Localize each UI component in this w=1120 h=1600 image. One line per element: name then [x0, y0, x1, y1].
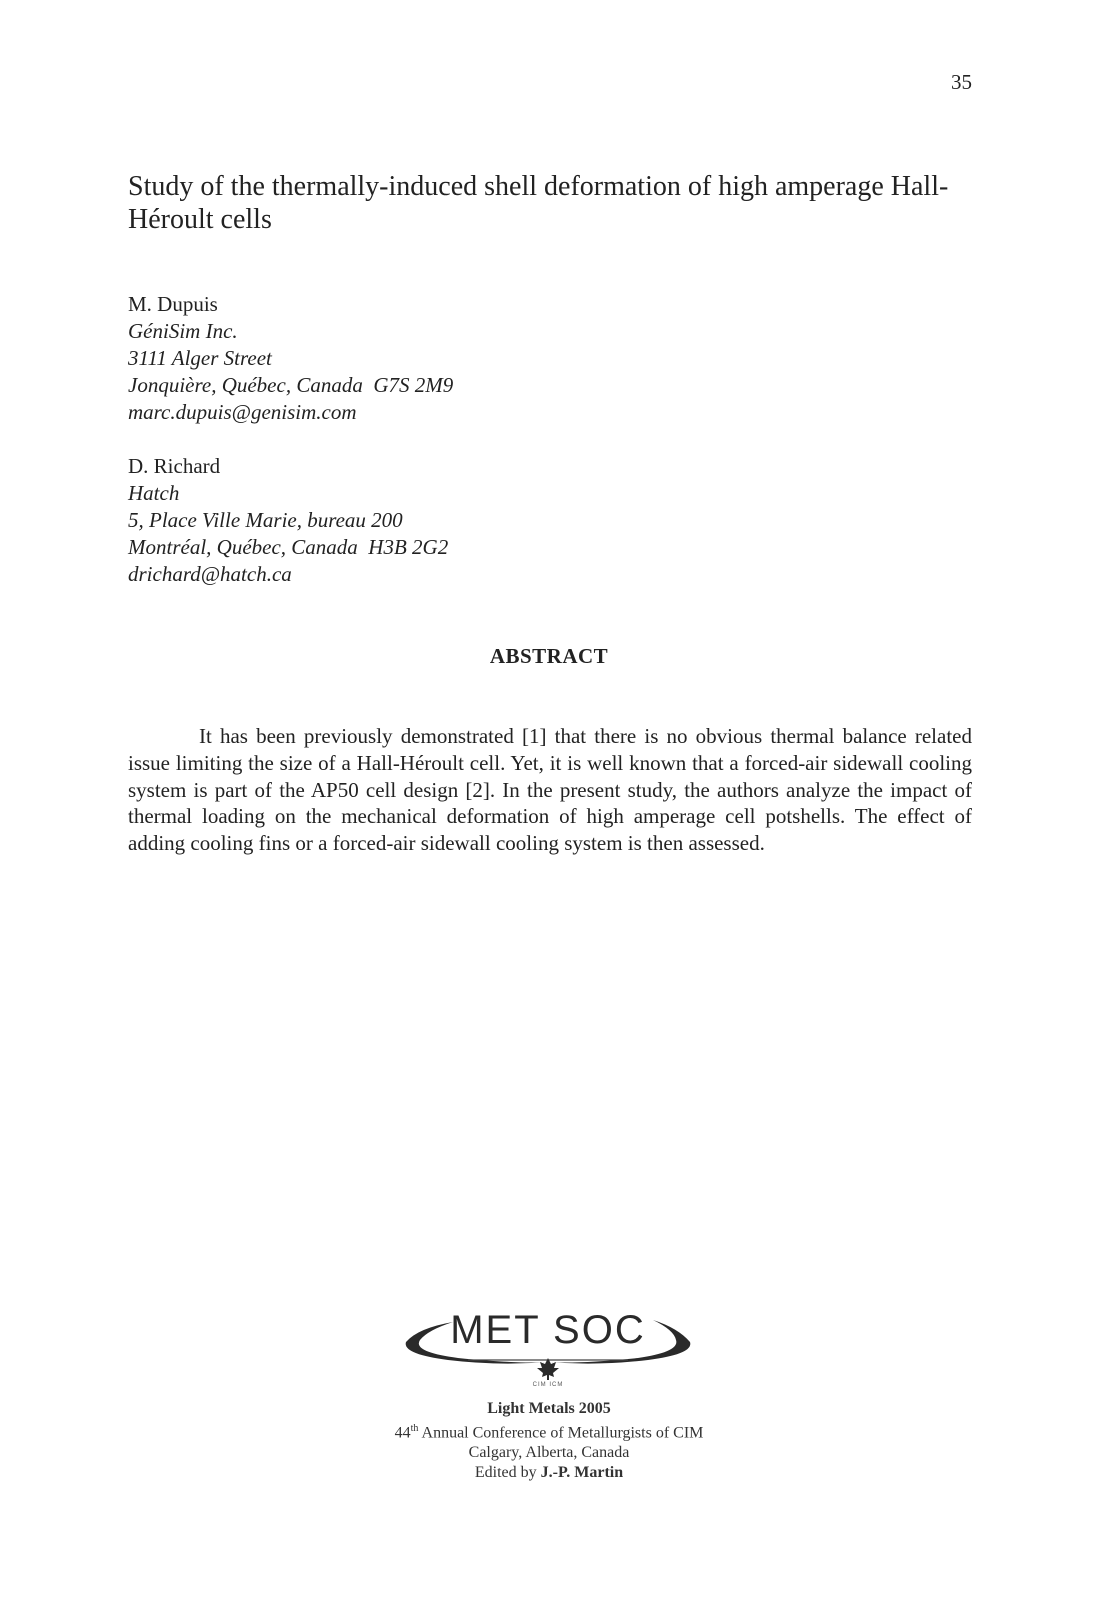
author-email: marc.dupuis@genisim.com: [128, 400, 357, 424]
author-name: M. Dupuis: [128, 292, 218, 316]
conference-footer: [0, 1399, 1098, 1483]
page-number: 35: [951, 70, 972, 94]
footer-conference: [0, 1419, 1098, 1443]
footer-editor-line: [0, 1463, 1098, 1483]
author-block: [128, 453, 448, 588]
author-address-line: 5, Place Ville Marie, bureau 200: [128, 508, 403, 532]
author-address-line: Jonquière, Québec, Canada G7S 2M9: [128, 373, 454, 397]
footer-location: Calgary, Alberta, Canada: [468, 1444, 630, 1462]
author-block: [128, 291, 453, 426]
maple-leaf-icon: [537, 1358, 559, 1380]
footer-conference-ordinal: 44: [394, 1424, 411, 1442]
author-email: drichard@hatch.ca: [128, 562, 292, 586]
author-name: D. Richard: [128, 454, 221, 478]
author-affiliation: Hatch: [128, 481, 180, 505]
logo-text: MET SOC: [450, 1308, 646, 1352]
author-affiliation: GéniSim Inc.: [128, 319, 238, 343]
footer-conference-rest: Annual Conference of Metallurgists of CIM: [418, 1424, 704, 1442]
metsoc-logo: [398, 1300, 698, 1395]
footer-event: Light Metals 2005: [487, 1400, 611, 1417]
author-address-line: Montréal, Québec, Canada H3B 2G2: [128, 535, 449, 559]
author-address-line: 3111 Alger Street: [128, 346, 272, 370]
abstract-heading: ABSTRACT: [489, 644, 609, 668]
footer-conference-sup: th: [410, 1423, 419, 1434]
logo-subtext: CIM ICM: [532, 1382, 564, 1388]
paper-title: Study of the thermally-induced shell deformation of high amperage Hall-Héroult cells: [128, 171, 949, 235]
footer-editor: J.-P. Martin: [540, 1464, 624, 1482]
abstract-body: It has been previously demonstrated [1] that there is no obvious thermal balance related issue limiting the size of a Hall-Héroult cell. Yet, it is well known that a forced-air sidewall cooling system is part of the AP50 cell design [2]. In the present study, the authors analyze the impact of thermal loading on the mechanical deformation of high amperage cell potshells. The effect of adding cooling fins or a forced-air sidewall cooling system is then assessed.: [128, 724, 972, 856]
footer-edited-prefix: Edited by: [474, 1464, 541, 1482]
